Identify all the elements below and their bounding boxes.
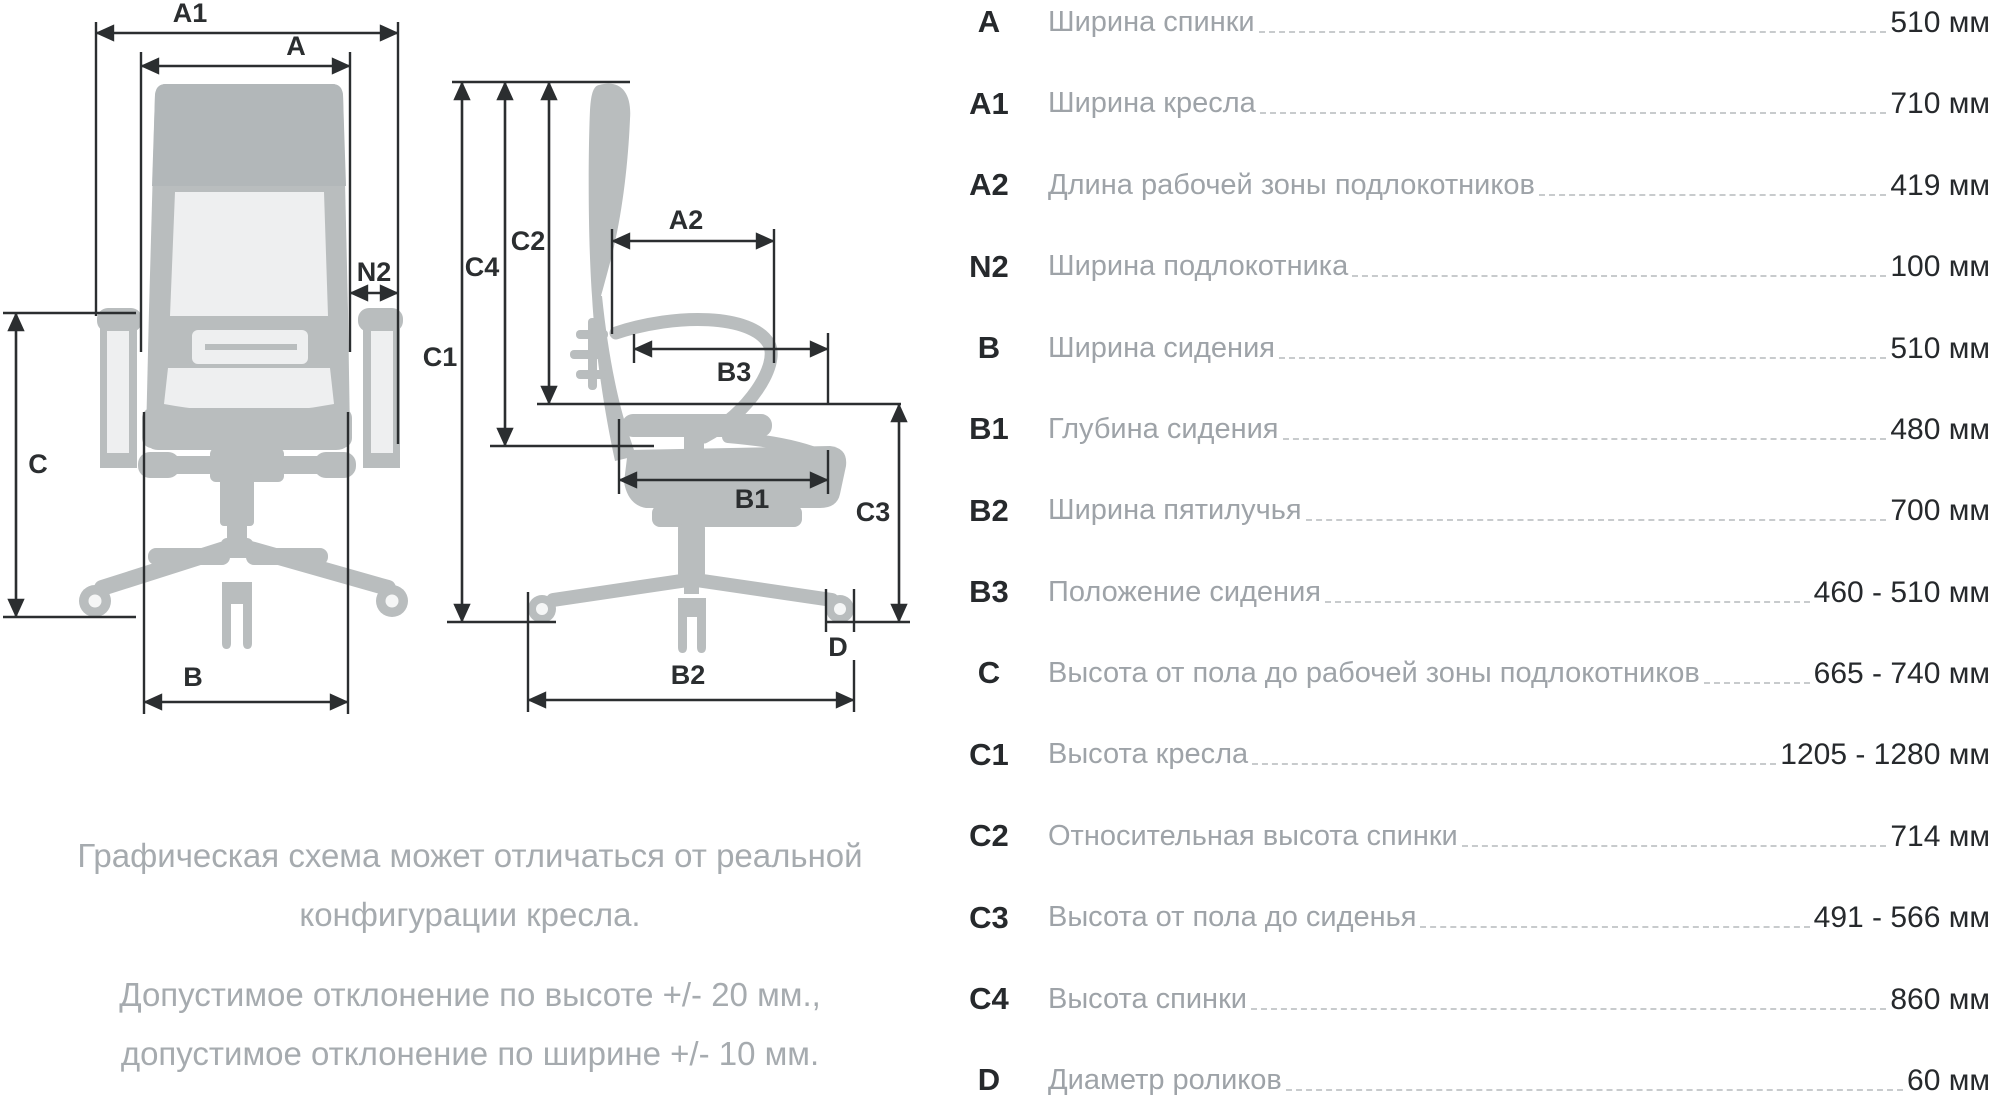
- dim-label-a: A: [286, 31, 306, 61]
- spec-value: 100 мм: [1890, 250, 1990, 284]
- headrest-band: [152, 84, 346, 186]
- spec-label: Глубина сидения: [1048, 412, 1279, 445]
- spec-code: C3: [969, 899, 1009, 935]
- spec-row-b2: [950, 494, 1990, 527]
- spec-value: 860 мм: [1890, 982, 1990, 1016]
- base-stub-right: [246, 548, 328, 565]
- spec-row-c2: [950, 820, 1990, 853]
- base-hub: [221, 538, 253, 558]
- dim-c4: [465, 82, 505, 446]
- spec-code: B1: [969, 411, 1009, 447]
- dim-a2: [612, 205, 774, 363]
- spec-code: A1: [969, 85, 1009, 121]
- armrest-left-inner: [107, 331, 129, 453]
- leader-line: [1420, 926, 1809, 928]
- spec-row-d: [950, 1064, 1990, 1097]
- spec-row-a: [950, 6, 1990, 39]
- gas-lift: [220, 474, 254, 526]
- side-leg-right: [696, 580, 832, 600]
- side-caster-fork: [678, 598, 706, 653]
- dim-label-a1: A1: [172, 0, 208, 28]
- note-paragraph-2: [28, 965, 912, 1084]
- spec-code: C: [977, 655, 1001, 691]
- dim-label-n2: N2: [356, 257, 392, 287]
- spec-row-c: [950, 657, 1990, 690]
- side-caster-left-hub: [536, 603, 548, 615]
- dim-label-c2: C2: [510, 226, 546, 256]
- armrest-right-inner: [371, 331, 393, 453]
- chair-side-view: [528, 84, 854, 653]
- leader-line: [1352, 275, 1886, 277]
- dim-label-a2: A2: [668, 205, 704, 235]
- specs-panel: [950, 0, 2000, 1107]
- dim-label-b1: B1: [734, 484, 770, 514]
- note-paragraph-1: [28, 826, 912, 945]
- headrest-side: [589, 84, 631, 296]
- spec-code: B: [977, 329, 1001, 365]
- spec-code: C2: [969, 818, 1009, 854]
- spec-value: 480 мм: [1890, 412, 1990, 446]
- chair-diagrams: [0, 0, 950, 770]
- dim-label-b3: B3: [716, 357, 752, 387]
- spec-value: 510 мм: [1890, 6, 1990, 39]
- leader-line: [1279, 357, 1886, 359]
- dim-label-c1: C1: [422, 342, 458, 372]
- lumbar-knob-2: [570, 350, 608, 359]
- dim-c2: [511, 82, 549, 404]
- backrest-mesh: [170, 192, 328, 316]
- dim-c3: [856, 404, 899, 622]
- spec-row-a2: [950, 169, 1990, 202]
- side-leg-left: [553, 580, 688, 600]
- spec-value: 60 мм: [1907, 1063, 1990, 1097]
- spec-row-c1: [950, 738, 1990, 771]
- spec-label: Ширина спинки: [1048, 6, 1255, 39]
- diagram-note: [28, 826, 912, 1084]
- spec-value: 491 - 566 мм: [1813, 901, 1990, 935]
- spec-label: Ширина подлокотника: [1048, 250, 1349, 283]
- leader-line: [1286, 1089, 1903, 1091]
- caster-left-hub: [89, 595, 102, 608]
- spec-value: 510 мм: [1890, 331, 1990, 365]
- spec-value: 710 мм: [1890, 87, 1990, 121]
- leader-line: [1260, 112, 1887, 114]
- spec-label: Ширина сидения: [1048, 331, 1275, 364]
- caster-right-hub: [386, 595, 399, 608]
- dim-label-d: D: [828, 632, 848, 662]
- spec-code: B2: [969, 492, 1009, 528]
- spec-label: Относительная высота спинки: [1048, 819, 1458, 852]
- spec-row-n2: [950, 250, 1990, 283]
- leader-line: [1462, 845, 1887, 847]
- leader-line: [1306, 519, 1887, 521]
- dim-c1: [423, 82, 462, 622]
- leader-line: [1704, 682, 1810, 684]
- spec-code: A: [977, 4, 1001, 40]
- base-stub-left: [148, 548, 230, 565]
- spec-row-b1: [950, 413, 1990, 446]
- dim-label-c4: C4: [464, 252, 500, 282]
- dim-n2: [350, 257, 398, 293]
- spec-label: Высота от пола до сиденья: [1048, 901, 1417, 934]
- spec-label: Положение сидения: [1048, 575, 1321, 608]
- dim-label-c: C: [28, 449, 48, 479]
- leader-line: [1251, 1008, 1886, 1010]
- leader-line: [1259, 31, 1887, 33]
- chair-front-view: [79, 84, 408, 649]
- spec-value: 700 мм: [1890, 494, 1990, 528]
- spec-value: 714 мм: [1890, 819, 1990, 853]
- spec-value: 665 - 740 мм: [1813, 657, 1990, 690]
- spec-label: Диаметр роликов: [1048, 1063, 1282, 1096]
- spec-row-b3: [950, 576, 1990, 609]
- lower-mesh-wings: [164, 368, 334, 412]
- spec-value: 460 - 510 мм: [1813, 575, 1990, 609]
- gas-lift-side: [678, 524, 705, 578]
- note-line-3: Допустимое отклонение по высоте +/- 20 мм.,: [119, 975, 821, 1013]
- spec-label: Ширина пятилучья: [1048, 494, 1302, 527]
- lumbar-knob-3: [576, 370, 608, 379]
- note-line-2: конфигурации кресла.: [299, 896, 641, 934]
- leader-line: [1283, 438, 1887, 440]
- spec-row-c4: [950, 980, 1990, 1016]
- spec-code: B3: [969, 574, 1009, 610]
- note-line-4: допустимое отклонение по ширине +/- 10 мм.: [120, 1035, 820, 1073]
- spec-row-b: [950, 329, 1990, 365]
- spec-code: C1: [969, 736, 1009, 772]
- seat-front-band: [142, 408, 352, 448]
- dim-label-c3: C3: [855, 497, 891, 527]
- leader-line: [1252, 763, 1776, 765]
- diagram-panel: [0, 0, 950, 1107]
- note-line-1: Графическая схема может отличаться от реальной: [77, 837, 863, 874]
- lumbar-knob-1: [576, 330, 608, 339]
- seat-pan-side: [652, 505, 802, 527]
- underseat-cylinder-right: [314, 452, 356, 478]
- spec-code: C4: [969, 980, 1009, 1016]
- spec-label: Высота от пола до рабочей зоны подлокотников: [1048, 657, 1700, 690]
- spec-label: Ширина кресла: [1048, 87, 1256, 120]
- leader-line: [1325, 601, 1810, 603]
- dim-label-b: B: [183, 662, 203, 692]
- spec-label: Высота спинки: [1048, 982, 1247, 1015]
- spec-value: 1205 - 1280 мм: [1780, 738, 1990, 772]
- spec-code: D: [977, 1062, 1001, 1098]
- front-caster-fork: [222, 582, 252, 649]
- spec-code: N2: [969, 248, 1009, 284]
- spec-label: Высота кресла: [1048, 738, 1249, 771]
- side-caster-right-hub: [834, 603, 846, 615]
- spec-label: Длина рабочей зоны подлокотников: [1048, 168, 1535, 201]
- dim-label-b2: B2: [670, 660, 706, 690]
- spec-row-a1: [950, 87, 1990, 120]
- lumbar-divider: [205, 344, 297, 350]
- spec-row-c3: [950, 901, 1990, 934]
- dim-b3: [634, 333, 828, 404]
- leader-line: [1539, 194, 1886, 196]
- spec-code: A2: [969, 167, 1009, 203]
- spec-value: 419 мм: [1890, 168, 1990, 202]
